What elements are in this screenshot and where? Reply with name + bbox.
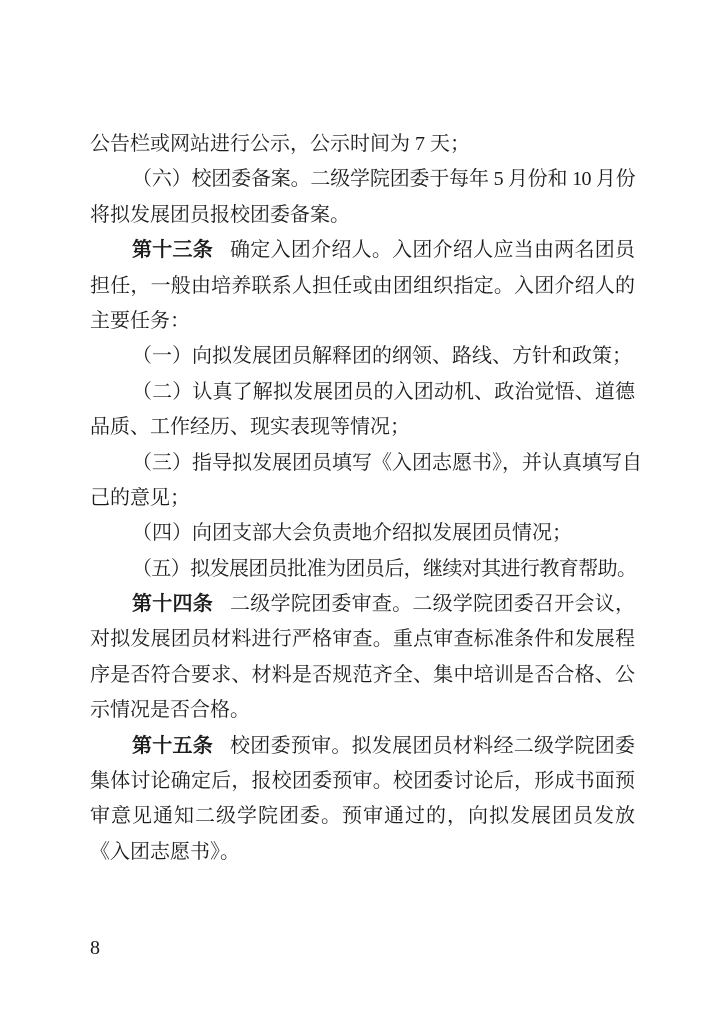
line-text: （三）指导拟发展团员填写《入团志愿书》，并认真填写自	[132, 451, 642, 474]
text-line	[90, 481, 635, 516]
text-line	[90, 446, 642, 481]
line-text: 二级学院团委审查。二级学院团委召开会议，	[230, 593, 636, 616]
line-text: 序是否符合要求、材料是否规范齐全、集中培训是否合格、公	[90, 663, 635, 686]
document-body	[90, 127, 642, 870]
article-number: 第十四条	[132, 593, 214, 616]
text-line	[90, 516, 635, 551]
text-line	[90, 339, 635, 374]
line-text: 主要任务：	[90, 309, 190, 332]
text-line	[90, 622, 635, 657]
text-line	[90, 693, 635, 728]
line-text: 审意见通知二级学院团委。预审通过的，向拟发展团员发放	[90, 805, 635, 828]
text-line	[90, 764, 635, 799]
line-text: 对拟发展团员材料进行严格审查。重点审查标准条件和发展程	[90, 628, 635, 651]
text-line	[90, 162, 635, 197]
line-text: （四）向团支部大会负责地介绍拟发展团员情况；	[132, 522, 572, 545]
text-line	[90, 587, 635, 622]
text-line	[90, 233, 635, 268]
text-line	[90, 835, 635, 870]
line-text: 担任，一般由培养联系人担任或由团组织指定。入团介绍人的	[90, 274, 635, 297]
line-text: 示情况是否合格。	[90, 699, 250, 722]
line-text: 《入团志愿书》。	[90, 840, 240, 863]
text-line	[90, 127, 635, 162]
text-line	[90, 729, 635, 764]
text-line	[90, 658, 635, 693]
line-text: 品质、工作经历、现实表现等情况；	[90, 416, 410, 439]
line-text: 校团委预审。拟发展团员材料经二级学院团委	[230, 734, 636, 757]
article-number: 第十三条	[132, 239, 214, 262]
text-line	[90, 304, 635, 339]
line-text: 将拟发展团员报校团委备案。	[90, 203, 350, 226]
line-text: 己的意见；	[90, 486, 190, 509]
line-text: （五）拟发展团员批准为团员后，继续对其进行教育帮助。	[132, 557, 637, 580]
line-text: 确定入团介绍人。入团介绍人应当由两名团员	[230, 239, 636, 262]
text-line	[90, 375, 635, 410]
line-text: 集体讨论确定后，报校团委预审。校团委讨论后，形成书面预	[90, 770, 635, 793]
text-line	[90, 269, 635, 304]
text-line	[90, 799, 635, 834]
text-line	[90, 198, 635, 233]
line-text: 公告栏或网站进行公示，公示时间为 7 天；	[90, 133, 470, 155]
line-text: （二）认真了解拟发展团员的入团动机、政治觉悟、道德	[132, 380, 635, 403]
page-number: 8	[90, 937, 100, 959]
article-number: 第十五条	[132, 734, 214, 757]
line-text: （六）校团委备案。二级学院团委于每年 5 月份和 10 月份	[132, 168, 635, 191]
text-line	[90, 410, 635, 445]
line-text: （一）向拟发展团员解释团的纲领、路线、方针和政策；	[132, 345, 632, 368]
text-line	[90, 552, 635, 587]
